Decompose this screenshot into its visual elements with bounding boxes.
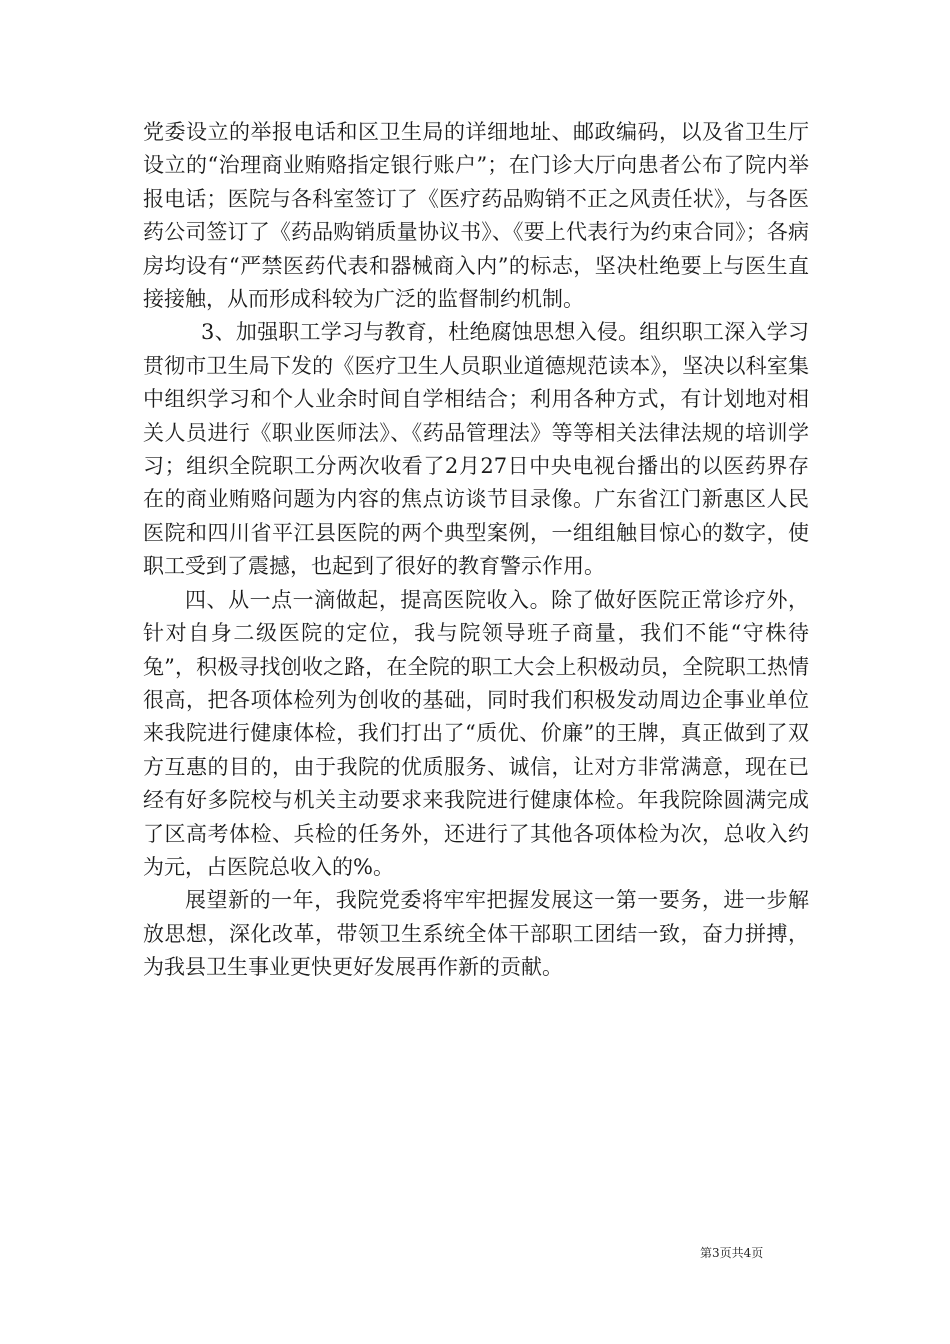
paragraph-section-4-hospital-revenue: 四、从一点一滴做起，提高医院收入。除了做好医院正常诊疗外，针对自身二级医院的定位，我与院领导班子商量，我们不能“守株待兔”，积极寻找创收之路，在全院的职工大会上积极动员，全院职工热情很高，把各项体检列为创收的基础，同时我们积极发动周边企事业单位来我院进行健康体检，我们打出了“质优、价廉”的王牌，真正做到了双方互惠的目的，由于我院的优质服务、诚信，让对方非常满意，现在已经有好多院校与机关主动要求来我院进行健康体检。年我院除圆满完成了区高考体检、兵检的任务外，还进行了其他各项体检为次，总收入约为元，占医院总收入的%。: [143, 587, 809, 879]
document-body: [143, 116, 809, 985]
paragraph-section-3-staff-education: 3、加强职工学习与教育，杜绝腐蚀思想入侵。组织职工深入学习贯彻市卫生局下发的《医疗卫生人员职业道德规范读本》，坚决以科室集中组织学习和个人业余时间自学相结合；利用各种方式，有计划地对相关人员进行《职业医师法》、《药品管理法》等等相关法律法规的培训学习；组织全院职工分两次收看了2月27日中央电视台播出的以医药界存在的商业贿赂问题为内容的焦点访谈节目录像。广东省江门新惠区人民医院和四川省平江县医院的两个典型案例，一组组触目惊心的数字，使职工受到了震撼，也起到了很好的教育警示作用。: [143, 320, 809, 579]
paragraph-outlook: 展望新的一年，我院党委将牢牢把握发展这一第一要务，进一步解放思想，深化改革，带领卫生系统全体干部职工团结一致，奋力拼搏，为我县卫生事业更快更好发展再作新的贡献。: [143, 888, 809, 980]
paragraph-continuation: 党委设立的举报电话和区卫生局的详细地址、邮政编码，以及省卫生厅设立的“治理商业贿赂指定银行账户”；在门诊大厅向患者公布了院内举报电话；医院与各科室签订了《医疗药品购销不正之风责任状》，与各医药公司签订了《药品购销质量协议书》、《要上代表行为约束合同》；各病房均设有“严禁医药代表和器械商入内”的标志，坚决杜绝要上与医生直接接触，从而形成科较为广泛的监督制约机制。: [143, 120, 809, 312]
page-number-footer: 第3页共4页: [700, 1246, 764, 1260]
